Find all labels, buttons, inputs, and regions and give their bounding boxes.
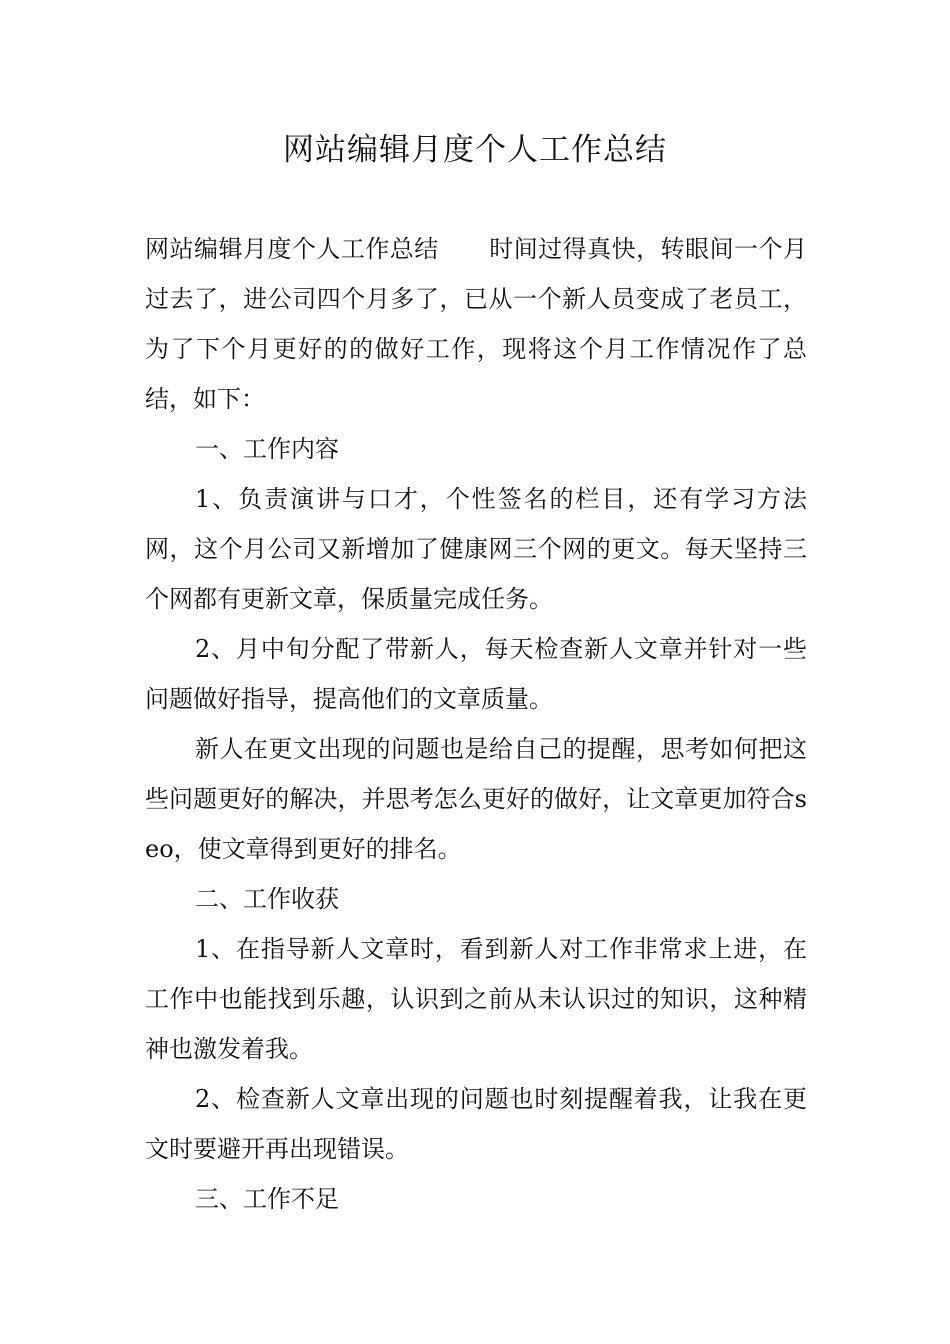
intro-paragraph (145, 224, 807, 424)
section3-heading: 三、工作不足 (195, 1185, 339, 1213)
section2-item1: 1、在指导新人文章时，看到新人对工作非常求上进，在工作中也能找到乐趣，认识到之前从未认识过的知识，这种精神也激发着我。 (145, 935, 807, 1063)
section1-heading: 一、工作内容 (195, 435, 339, 463)
section1-item3: 新人在更文出现的问题也是给自己的提醒，思考如何把这些问题更好的解决，并思考怎么更好的做好，让文章更加符合seo，使文章得到更好的排名。 (145, 735, 807, 863)
section1-item1: 1、负责演讲与口才，个性签名的栏目，还有学习方法网，这个月公司又新增加了健康网三个网的更文。每天坚持三个网都有更新文章，保质量完成任务。 (145, 485, 807, 613)
document-body (145, 224, 807, 1224)
intro-text: 时间过得真快，转眼间一个月过去了，进公司四个月多了，已从一个新人员变成了老员工，为了下个月更好的的做好工作，现将这个月工作情况作了总结，如下： (145, 235, 808, 413)
section2-item2: 2、检查新人文章出现的问题也时刻提醒着我，让我在更文时要避开再出现错误。 (145, 1085, 807, 1163)
section2-heading: 二、工作收获 (195, 885, 339, 913)
document-title: 网站编辑月度个人工作总结 (283, 132, 667, 168)
intro-heading: 网站编辑月度个人工作总结 (145, 235, 439, 263)
section1-item2: 2、月中旬分配了带新人，每天检查新人文章并针对一些问题做好指导，提高他们的文章质量。 (145, 635, 807, 713)
